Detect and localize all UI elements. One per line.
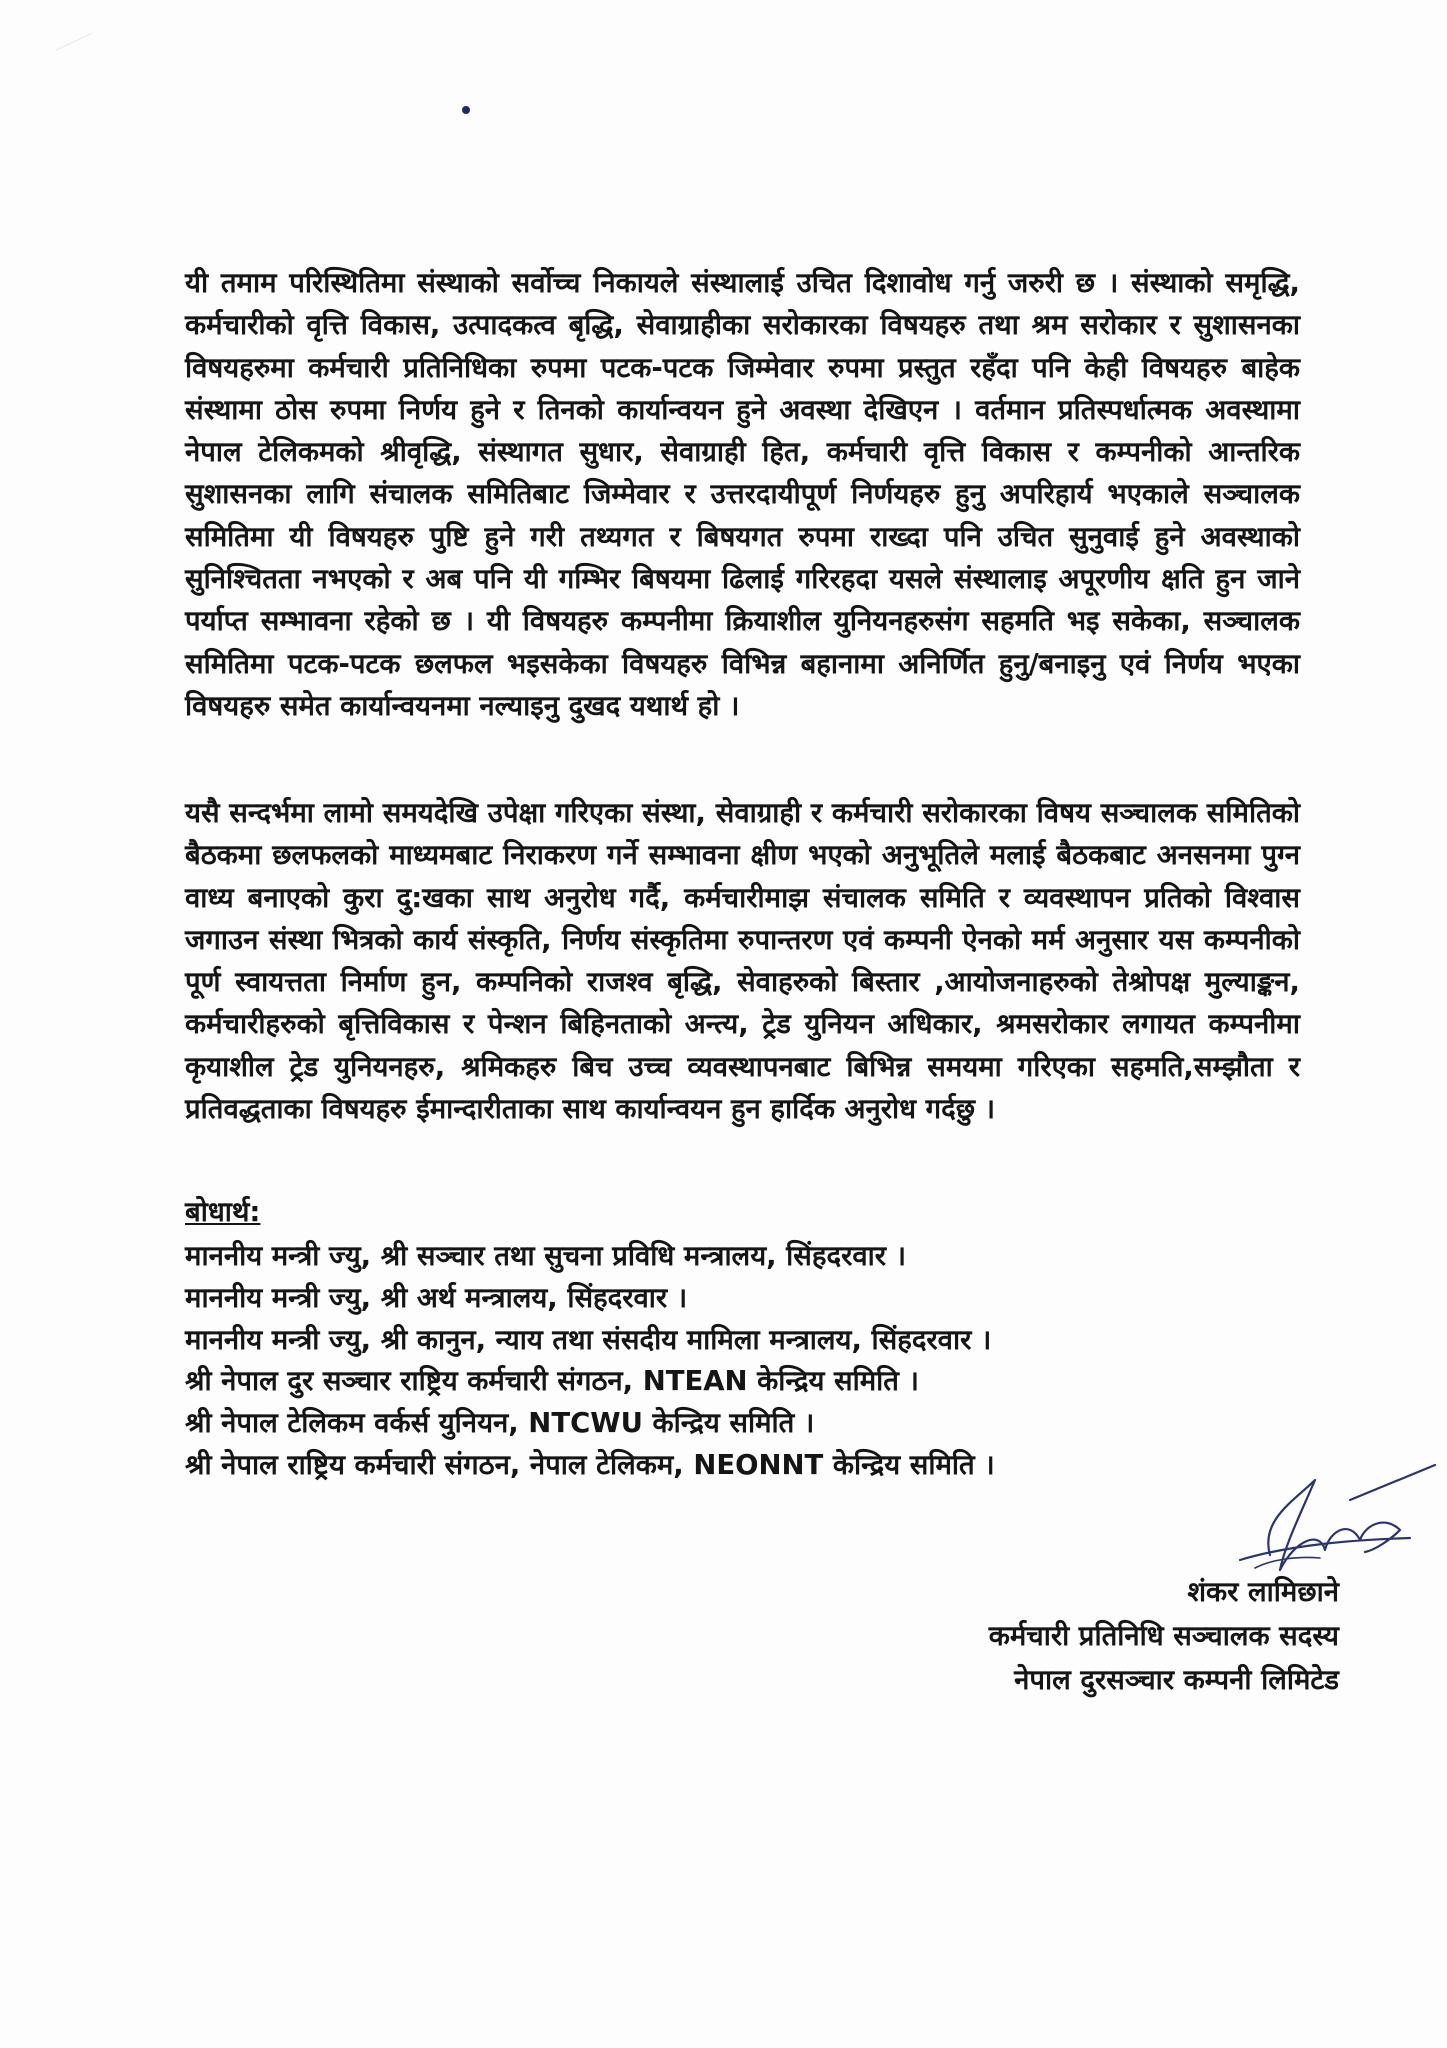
scan-smudge [55,33,104,78]
signatory-designation: कर्मचारी प्रतिनिधि सञ्चालक सदस्य [988,1620,1339,1652]
cc-heading: बोधार्थ: [185,1196,261,1228]
ink-dot [462,106,470,114]
cc-item: श्री नेपाल राष्ट्रिय कर्मचारी संगठन, नेपाल टेलिकम, NEONNT केन्द्रिय समिति । [185,1448,995,1481]
signatory-organization: नेपाल दुरसञ्चार कम्पनी लिमिटेड [1014,1664,1339,1696]
cc-item: माननीय मन्त्री ज्यु, श्री सञ्चार तथा सुचना प्रविधि मन्त्रालय, सिंहदरवार । [185,1240,906,1272]
body-paragraph-2: यसै सन्दर्भमा लामो समयदेखि उपेक्षा गरिएका संस्था, सेवाग्राही र कर्मचारी सरोकारका विषय सञ्चालक समितिको बैठकमा छलफलको माध्यमबाट निराकरण गर्ने सम्भावना क्षीण भएको अनुभूतिले मलाई बैठकबाट अनसनमा पुग्न वाध्य बनाएको कुरा दु:खका साथ अनुरोध गर्दै, कर्मचारीमाझ संचालक समिति र व्यवस्थापन प्रतिको विश्वास जगाउन संस्था भित्रको कार्य संस्कृति, निर्णय संस्कृतिमा रुपान्तरण एवं कम्पनी ऐनको मर्म अनुसार यस कम्पनीको पूर्ण स्वायत्तता निर्माण हुन, कम्पनिको राजश्व बृद्धि, सेवाहरुको बिस्तार ,आयोजनाहरुको तेश्रोपक्ष मुल्याङ्कन, कर्मचारीहरुको बृत्तिविकास र पेन्शन बिहिनताको अन्त्य, ट्रेड युनियन अधिकार, श्रमसरोकार लगायत कम्पनीमा कृयाशील ट्रेड युनियनहरु, श्रमिकहरु बिच उच्च व्यवस्थापनबाट बिभिन्न समयमा गरिएका सहमति,सम्झौता र प्रतिवद्धताका विषयहरु ईमान्दारीताका साथ कार्यान्वयन हुन हार्दिक अनुरोध गर्दछु । [185,797,1300,1126]
body-paragraph-1: यी तमाम परिस्थितिमा संस्थाको सर्वोच्च निकायले संस्थालाई उचित दिशावोध गर्नु जरुरी छ । संस्थाको समृद्धि, कर्मचारीको वृत्ति विकास, उत्पादकत्व बृद्धि, सेवाग्राहीका सरोकारका विषयहरु तथा श्रम सरोकार र सुशासनका विषयहरुमा कर्मचारी प्रतिनिधिका रुपमा पटक-पटक जिम्मेवार रुपमा प्रस्तुत रहँदा पनि केही विषयहरु बाहेक संस्थामा ठोस रुपमा निर्णय हुने र तिनको कार्यान्वयन हुने अवस्था देखिएन । वर्तमान प्रतिस्पर्धात्मक अवस्थामा नेपाल टेलिकमको श्रीवृद्धि, संस्थागत सुधार, सेवाग्राही हित, कर्मचारी वृत्ति विकास र कम्पनीको आन्तरिक सुशासनका लागि संचालक समितिबाट जिम्मेवार र उत्तरदायीपूर्ण निर्णयहरु हुनु अपरिहार्य भएकाले सञ्चालक समितिमा यी विषयहरु पुष्टि हुने गरी तथ्यगत र बिषयगत रुपमा राख्दा पनि उचित सुनुवाई हुने अवस्थाको सुनिश्चितता नभएको र अब पनि यी गम्भिर बिषयमा ढिलाई गरिरहदा यसले संस्थालाइ अपूरणीय क्षति हुन जाने पर्याप्त सम्भावना रहेको छ । यी विषयहरु कम्पनीमा क्रियाशील युनियनहरुसंग सहमति भइ सकेका, सञ्चालक समितिमा पटक-पटक छलफल भइसकेका विषयहरु विभिन्न बहानामा अनिर्णित हुनु/बनाइनु एवं निर्णय भएका विषयहरु समेत कार्यान्वयनमा नल्याइनु दुखद यथार्थ हो । [185,267,1300,722]
signatory-name: शंकर लामिछाने [1187,1576,1339,1608]
cc-item: माननीय मन्त्री ज्यु, श्री कानुन, न्याय तथा संसदीय मामिला मन्त्रालय, सिंहदरवार । [185,1323,992,1356]
cc-item: माननीय मन्त्री ज्यु, श्री अर्थ मन्त्रालय, सिंहदरवार । [185,1281,688,1314]
cc-item: श्री नेपाल दुर सञ्चार राष्ट्रिय कर्मचारी संगठन, NTEAN केन्द्रिय समिति । [185,1365,919,1398]
cc-list [185,1236,1235,1487]
signature-block [989,1570,1339,1702]
cc-item: श्री नेपाल टेलिकम वर्कर्स युनियन, NTCWU केन्द्रिय समिति । [185,1407,815,1440]
